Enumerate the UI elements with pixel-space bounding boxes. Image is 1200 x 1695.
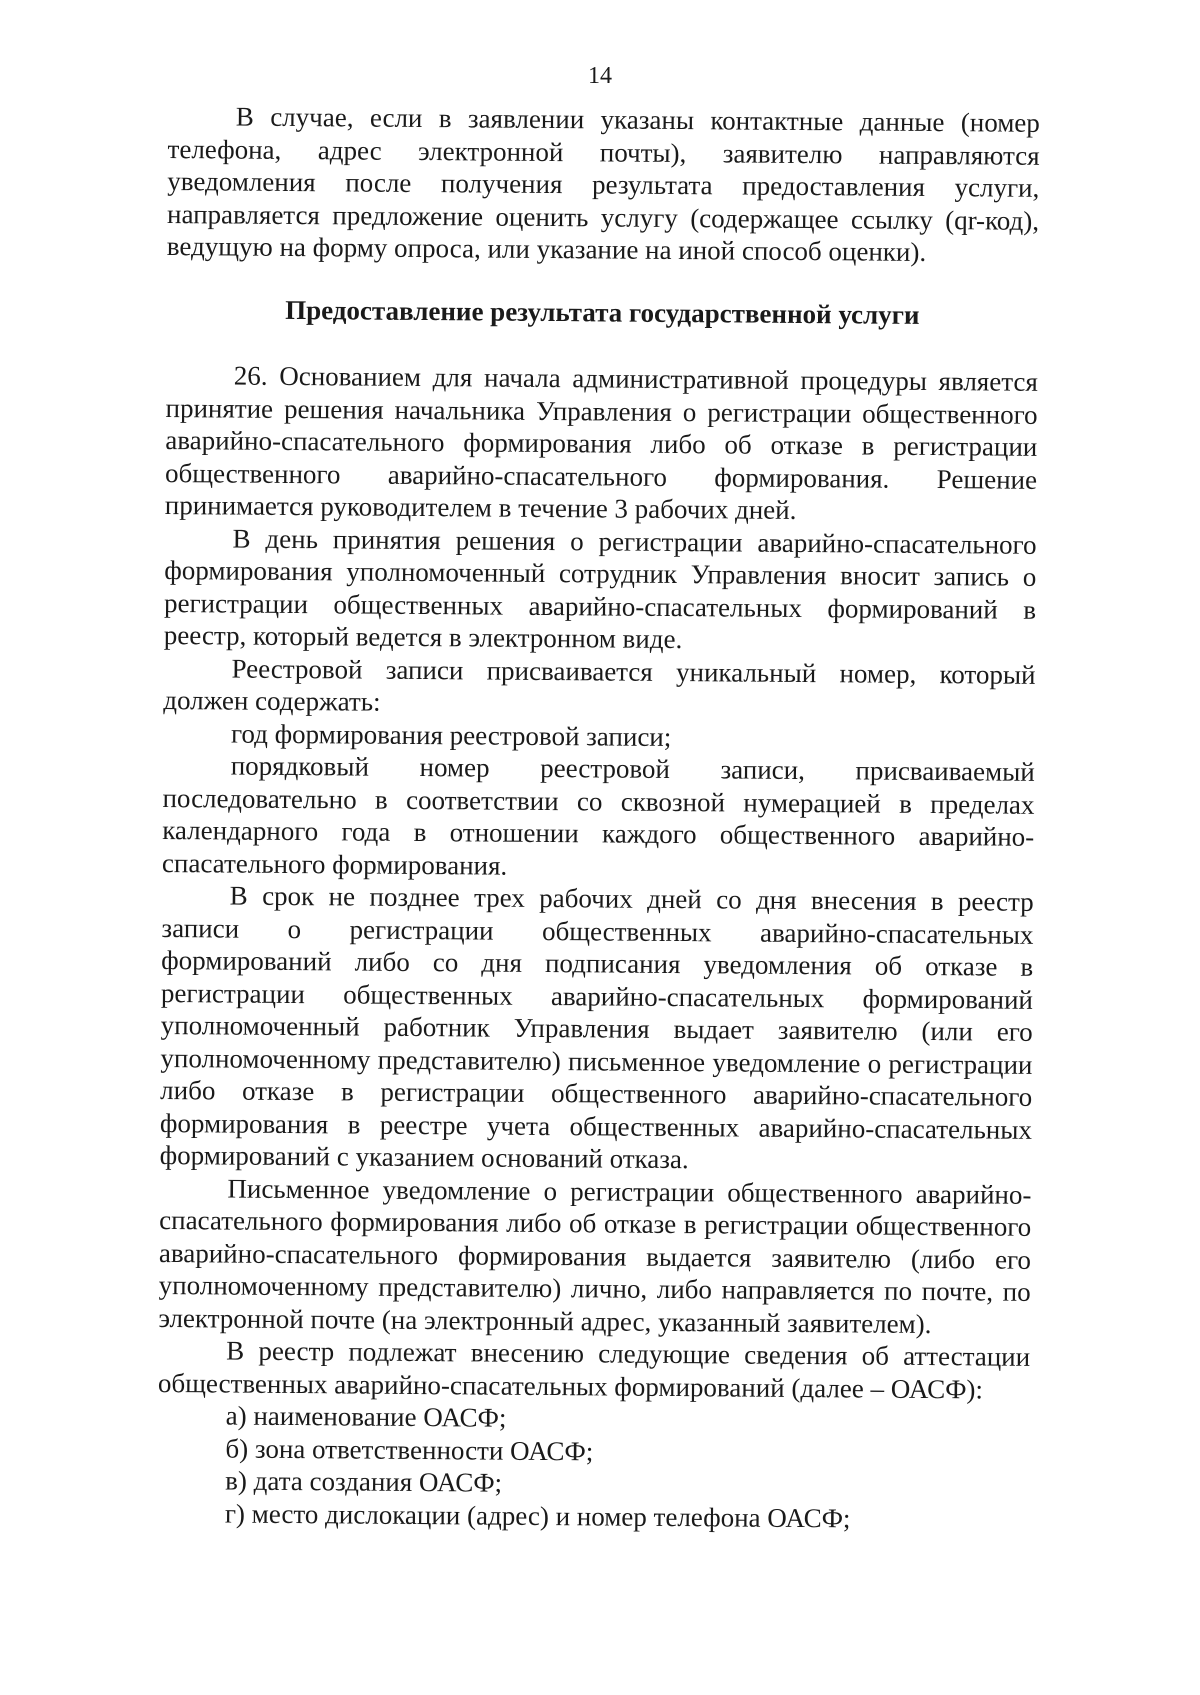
list-item-location: г) место дислокации (адрес) и номер телефона ОАСФ; [224,1497,851,1533]
document-body [157,100,1040,1536]
paragraph-registry-contents: В реестр подлежат внесению следующие сведения об аттестации общественных аварийно-спасательных формирований (далее – ОАСФ): [157,1335,1031,1404]
paragraph-written-notice: Письменное уведомление о регистрации общественного аварийно-спасательного формирования либо об отказе в регистрации общественного аварийно-спасательного формирования выдается заявителю (либо его уполномоченному представителю) лично, либо направляется по почте, по электронной почте (на электронный адрес, указанный заявителем). [158,1173,1032,1339]
list-item-zone: б) зона ответственности ОАСФ; [225,1432,594,1466]
intro-paragraph: В случае, если в заявлении указаны контактные данные (номер телефона, адрес электронной почты), заявителю направляются уведомления после получения результата предоставления услуги, направляется предложение оценить услугу (содержащее ссылку (qr-код), ведущую на форму опроса, или указание на иной способ оценки). [166,101,1040,267]
section-heading: Предоставление результата государственной услуги [285,294,920,330]
paragraph-registration-entry: В день принятия решения о регистрации аварийно-спасательного формирования уполномоченный сотрудник Управления вносит запись о регистрации общественных аварийно-спасательных формирований в реестр, который ведется в электронном виде. [163,523,1037,655]
page-number: 14 [588,63,612,89]
paragraph-unique-number: Реестровой записи присваивается уникальный номер, который должен содержать: [163,653,1036,717]
paragraph-sequence-number: порядковый номер реестровой записи, присваиваемый последовательно в соответствии со сквозной нумерацией в пределах календарного года в отношении каждого общественного аварийно-спасательного формирования. [161,750,1035,881]
list-item-date: в) дата создания ОАСФ; [225,1465,503,1498]
paragraph-26: 26. Основанием для начала административной процедуры является принятие решения начальника Управления о регистрации общественного аварийно-спасательного формирования либо об отказе в регистрации общественного аварийно-спасательного формирования. Решение принимается руководителем в течение 3 рабочих дней. [164,360,1038,525]
list-item-name: а) наименование ОАСФ; [225,1400,507,1433]
paragraph-year: год формирования реестровой записи; [230,718,672,752]
paragraph-deadline: В срок не позднее трех рабочих дней со дня внесения в реестр записи о регистрации общественных аварийно-спасательных формирований либо со дня подписания уведомления об отказе в регистрации общественных аварийно-спасательных формирований уполномоченный работник Управления выдает заявителю (или его уполномоченному представителю) письменное уведомление о регистрации либо отказе в регистрации общественного аварийно-спасательного формирования в реестре учета общественных аварийно-спасательных формирований с указанием оснований отказа. [159,880,1034,1175]
